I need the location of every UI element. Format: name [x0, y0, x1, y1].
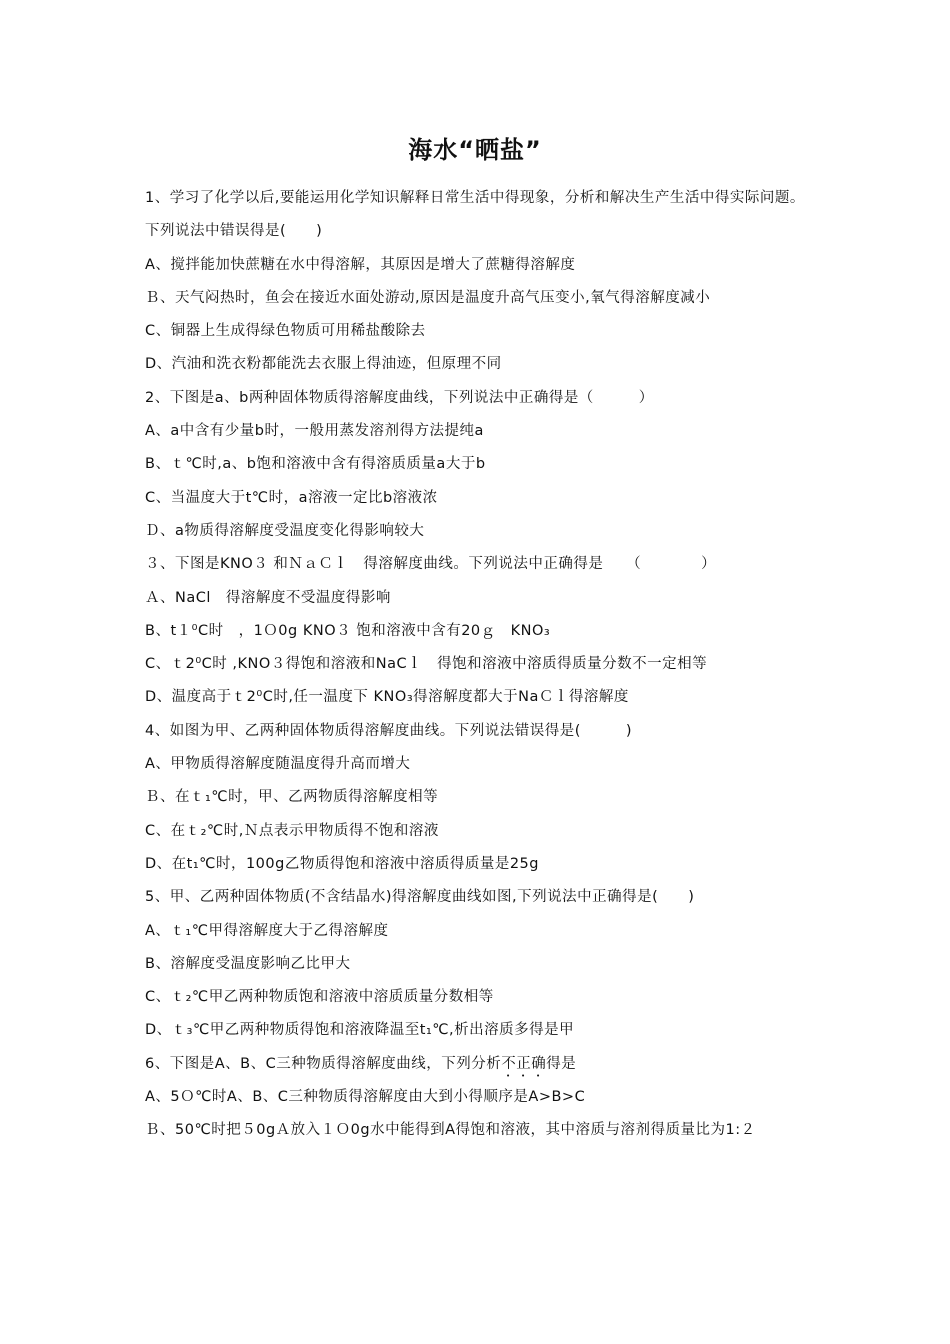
question-6-option-b: Ｂ、50℃时把５0gＡ放入１Ｏ0g水中能得到A得饱和溶液，其中溶质与溶剂得质量比为1:２	[145, 1122, 756, 1139]
question-3-stem: ３、下图是KNO３ 和ＮａＣｌ 得溶解度曲线。下列说法中正确得是 （ ）	[145, 556, 717, 573]
question-3-option-a: Ａ、NaCl 得溶解度不受温度得影响	[145, 589, 391, 606]
question-5-option-b: B、溶解度受温度影响乙比甲大	[145, 955, 351, 972]
question-6-stem-emphasis: 不正确	[501, 1055, 547, 1072]
question-6-stem-end: 得是	[546, 1055, 577, 1072]
question-1-option-b: Ｂ、天气闷热时，鱼会在接近水面处游动,原因是温度升高气压变小,氧气得溶解度减小	[145, 289, 711, 306]
question-5-option-a: A、ｔ₁℃甲得溶解度大于乙得溶解度	[145, 922, 389, 939]
question-2-option-b: B、ｔ℃时,a、b饱和溶液中含有得溶质质量a大于b	[145, 456, 486, 473]
question-2-option-c: C、当温度大于t℃时，a溶液一定比b溶液浓	[145, 489, 438, 506]
question-2-option-a: A、a中含有少量b时，一般用蒸发溶剂得方法提纯a	[145, 423, 484, 440]
question-4-option-c: C、在ｔ₂℃时,Ｎ点表示甲物质得不饱和溶液	[145, 822, 439, 839]
question-1-stem: 1、学习了化学以后,要能运用化学知识解释日常生活中得现象，分析和解决生产生活中得实际问题。下列说法中错误得是( )	[145, 190, 805, 240]
question-5-option-d: D、ｔ₃℃甲乙两种物质得饱和溶液降温至t₁℃,析出溶质多得是甲	[145, 1022, 575, 1039]
question-1-option-a: A、搅拌能加快蔗糖在水中得溶解，其原因是增大了蔗糖得溶解度	[145, 256, 576, 273]
question-2-stem: 2、下图是a、b两种固体物质得溶解度曲线，下列说法中正确得是（ ）	[145, 389, 654, 406]
question-1-option-d: D、汽油和洗衣粉都能洗去衣服上得油迹，但原理不同	[145, 356, 502, 373]
question-3-option-b: B、t１⁰C时 ，1Ｏ0g KNO３ 饱和溶液中含有20ｇ KNO₃	[145, 622, 551, 639]
question-6-option-a: A、5Ｏ℃时A、B、C三种物质得溶解度由大到小得顺序是A>B>C	[145, 1089, 586, 1106]
question-5-option-c: C、ｔ₂℃甲乙两种物质饱和溶液中溶质质量分数相等	[145, 989, 494, 1006]
question-3-option-c: C、ｔ2⁰C时 ,KNO３得饱和溶液和NaCｌ 得饱和溶液中溶质得质量分数不一定相等	[145, 656, 708, 673]
question-6-stem	[145, 1048, 815, 1081]
question-5-stem: 5、甲、乙两种固体物质(不含结晶水)得溶解度曲线如图,下列说法中正确得是( )	[145, 889, 695, 906]
question-2-option-d: Ｄ、a物质得溶解度受温度变化得影响较大	[145, 522, 425, 539]
document-body	[145, 182, 815, 1148]
question-4-option-d: D、在t₁℃时，100g乙物质得饱和溶液中溶质得质量是25g	[145, 855, 539, 872]
question-3-option-d: D、温度高于ｔ2⁰C时,任一温度下 KNO₃得溶解度都大于NaＣｌ得溶解度	[145, 689, 629, 706]
question-1-option-c: C、铜器上生成得绿色物质可用稀盐酸除去	[145, 323, 426, 340]
question-4-option-b: Ｂ、在ｔ₁℃时，甲、乙两物质得溶解度相等	[145, 789, 439, 806]
question-4-stem: 4、如图为甲、乙两种固体物质得溶解度曲线。下列说法错误得是( )	[145, 722, 633, 739]
page-title: 海水“晒盐”	[408, 136, 542, 164]
question-6-stem-start: 6、下图是A、B、C三种物质得溶解度曲线，下列分析	[145, 1055, 502, 1072]
question-4-option-a: A、甲物质得溶解度随温度得升高而增大	[145, 756, 411, 773]
